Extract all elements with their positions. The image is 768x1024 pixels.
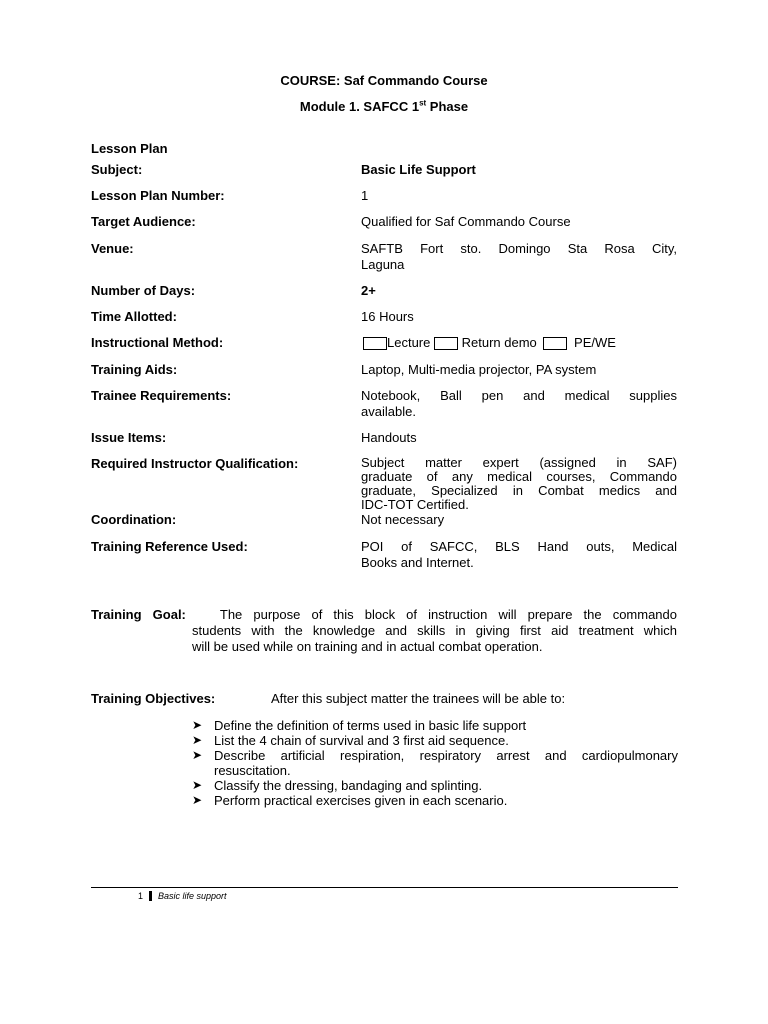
- coordination-label: Coordination:: [91, 512, 177, 527]
- arrow-bullet-icon: ➤: [192, 778, 203, 792]
- number-of-days-label: Number of Days:: [91, 283, 196, 298]
- instructor-qualification-label: Required Instructor Qualification:: [91, 456, 299, 471]
- training-aids-value: Laptop, Multi-media projector, PA system: [361, 362, 597, 377]
- course-title: COURSE: Saf Commando Course: [280, 73, 488, 88]
- objective-text: List the 4 chain of survival and 3 first aid sequence.: [214, 733, 509, 748]
- lesson-number-value: 1: [361, 188, 369, 203]
- list-item: [192, 748, 678, 778]
- objective-text: Classify the dressing, bandaging and splinting.: [214, 778, 483, 793]
- training-goal-line1-row: [91, 607, 677, 623]
- time-allotted-label: Time Allotted:: [91, 309, 177, 324]
- module-title: [0, 99, 768, 114]
- training-goal-line2: students with the knowledge and skills in giving first aid treatment which: [192, 623, 677, 638]
- pe-we-option-label: PE/WE: [574, 335, 616, 350]
- arrow-bullet-icon: ➤: [192, 748, 203, 762]
- issue-items-label: Issue Items:: [91, 430, 167, 445]
- subject-value: Basic Life Support: [361, 162, 476, 177]
- lecture-checkbox[interactable]: [363, 337, 387, 350]
- list-item: [192, 733, 678, 748]
- training-goal-line1: The purpose of this block of instruction will prepare the commando: [219, 607, 677, 622]
- arrow-bullet-icon: ➤: [192, 718, 203, 732]
- lecture-option-label: Lecture: [387, 335, 431, 350]
- target-audience-label: Target Audience:: [91, 214, 196, 229]
- training-goal-section: [91, 607, 677, 655]
- footer-separator: [149, 891, 152, 901]
- instructor-qualification-line1: Subject matter expert (assigned in SAF): [361, 455, 677, 470]
- trainee-requirements-line1: Notebook, Ball pen and medical supplies: [361, 388, 677, 403]
- venue-value-line1: SAFTB Fort sto. Domingo Sta Rosa City,: [361, 241, 677, 256]
- list-item: [192, 778, 678, 793]
- return-demo-checkbox[interactable]: [434, 337, 458, 350]
- time-allotted-value: 16 Hours: [361, 309, 414, 324]
- training-goal-label: Training Goal:: [91, 607, 186, 622]
- objective-text: Describe artificial respiration, respiratory arrest and cardiopulmonary resuscitation.: [214, 748, 678, 778]
- page-number: 1: [138, 891, 144, 901]
- arrow-bullet-icon: ➤: [192, 793, 203, 807]
- instructor-qualification-line4: IDC-TOT Certified.: [361, 497, 469, 512]
- training-aids-label: Training Aids:: [91, 362, 178, 377]
- training-reference-line2: Books and Internet.: [361, 555, 474, 570]
- footer-text: Basic life support: [158, 891, 227, 901]
- training-objectives-intro: After this subject matter the trainees will be able to:: [271, 691, 566, 706]
- training-reference-label: Training Reference Used:: [91, 539, 248, 554]
- issue-items-value: Handouts: [361, 430, 417, 445]
- objectives-list: [192, 718, 678, 808]
- objective-text: Define the definition of terms used in basic life support: [214, 718, 527, 733]
- training-objectives-label: Training Objectives:: [91, 691, 216, 706]
- instructional-method-label: Instructional Method:: [91, 335, 224, 350]
- venue-value-line2: Laguna: [361, 257, 405, 272]
- coordination-value: Not necessary: [361, 512, 445, 527]
- module-prefix: Module 1. SAFCC 1: [299, 99, 420, 114]
- trainee-requirements-label: Trainee Requirements:: [91, 388, 232, 403]
- lesson-number-label: Lesson Plan Number:: [91, 188, 225, 203]
- page-footer: [138, 889, 227, 904]
- training-reference-line1: POI of SAFCC, BLS Hand outs, Medical: [361, 539, 677, 554]
- arrow-bullet-icon: ➤: [192, 733, 203, 747]
- module-suffix: Phase: [426, 99, 469, 114]
- venue-label: Venue:: [91, 241, 134, 256]
- module-superscript: st: [419, 98, 427, 108]
- training-goal-line3: will be used while on training and in actual combat operation.: [192, 639, 543, 654]
- list-item: [192, 793, 678, 808]
- target-audience-value: Qualified for Saf Commando Course: [361, 214, 571, 229]
- subject-label: Subject:: [91, 162, 143, 177]
- instructor-qualification-line2: graduate of any medical courses, Commando: [361, 469, 677, 484]
- instructional-method-options: [363, 335, 616, 350]
- lesson-plan-heading: Lesson Plan: [91, 141, 168, 156]
- trainee-requirements-line2: available.: [361, 404, 416, 419]
- number-of-days-value: 2+: [361, 283, 376, 298]
- instructor-qualification-line3: graduate, Specialized in Combat medics and: [361, 483, 677, 498]
- pe-we-checkbox[interactable]: [543, 337, 567, 350]
- return-demo-option-label: Return demo: [461, 335, 537, 350]
- objective-text: Perform practical exercises given in each scenario.: [214, 793, 508, 808]
- footer-divider: [91, 887, 678, 888]
- list-item: [192, 718, 678, 733]
